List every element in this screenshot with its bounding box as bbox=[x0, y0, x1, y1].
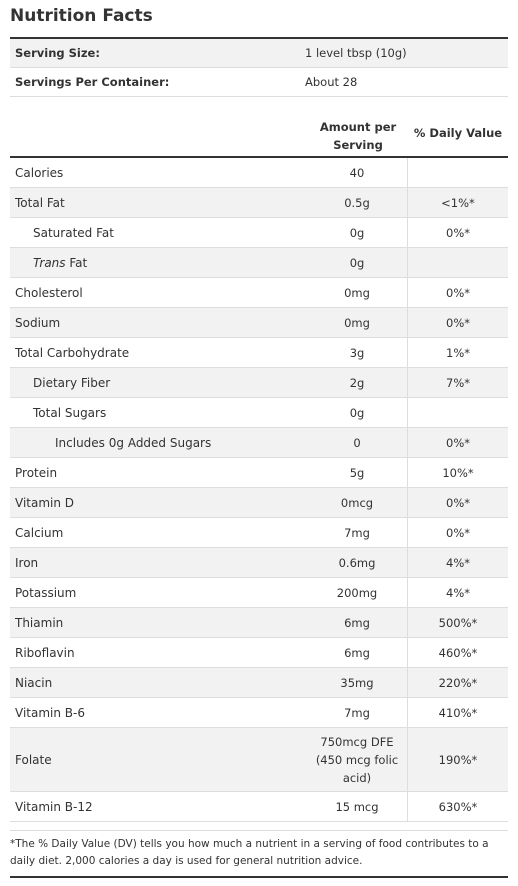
nutrient-amount: 35mg bbox=[307, 668, 408, 698]
servings-per-container-value: About 28 bbox=[305, 75, 358, 89]
table-row bbox=[10, 308, 508, 338]
serving-size-value: 1 level tbsp (10g) bbox=[305, 46, 407, 60]
nutrient-amount: 0mcg bbox=[307, 488, 408, 518]
nutrient-amount: 0g bbox=[307, 398, 408, 428]
table-row bbox=[10, 368, 508, 398]
daily-value-header: % Daily Value bbox=[413, 126, 503, 140]
nutrient-amount: 6mg bbox=[307, 638, 408, 668]
table-row bbox=[10, 218, 508, 248]
amount-per-serving-header bbox=[310, 118, 406, 154]
table-row bbox=[10, 458, 508, 488]
nutrient-amount: 0g bbox=[307, 248, 408, 278]
nutrient-amount: 0mg bbox=[307, 308, 408, 338]
nutrient-name: Niacin bbox=[10, 668, 307, 698]
nutrient-name: Total Fat bbox=[10, 188, 307, 218]
page-title: Nutrition Facts bbox=[10, 6, 153, 26]
nutrient-daily-value: 0%* bbox=[408, 488, 509, 518]
nutrient-daily-value: 4%* bbox=[408, 578, 509, 608]
table-row bbox=[10, 638, 508, 668]
nutrient-daily-value: 410%* bbox=[408, 698, 509, 728]
nutrient-name: Dietary Fiber bbox=[10, 368, 307, 398]
nutrient-amount: 0g bbox=[307, 218, 408, 248]
nutrient-daily-value: 0%* bbox=[408, 308, 509, 338]
nutrient-daily-value: 0%* bbox=[408, 278, 509, 308]
nutrient-amount: 2g bbox=[307, 368, 408, 398]
servings-per-container-label: Servings Per Container: bbox=[15, 75, 170, 89]
table-row bbox=[10, 248, 508, 278]
nutrient-amount: 0.6mg bbox=[307, 548, 408, 578]
table-row bbox=[10, 338, 508, 368]
nutrient-name: Calories bbox=[10, 158, 307, 188]
nutrient-daily-value bbox=[408, 248, 509, 278]
nutrient-name: Calcium bbox=[10, 518, 307, 548]
table-row bbox=[10, 398, 508, 428]
amount-header-line1: Amount per bbox=[319, 120, 397, 134]
nutrient-daily-value: 4%* bbox=[408, 548, 509, 578]
nutrient-name: Vitamin B-12 bbox=[10, 792, 307, 822]
table-row bbox=[10, 428, 508, 458]
nutrient-daily-value: 460%* bbox=[408, 638, 509, 668]
nutrient-amount: 7mg bbox=[307, 698, 408, 728]
nutrient-amount: 3g bbox=[307, 338, 408, 368]
serving-size-label: Serving Size: bbox=[15, 46, 100, 60]
table-row bbox=[10, 728, 508, 792]
nutrient-amount: 6mg bbox=[307, 608, 408, 638]
nutrient-daily-value bbox=[408, 398, 509, 428]
nutrient-amount: 200mg bbox=[307, 578, 408, 608]
table-row bbox=[10, 608, 508, 638]
nutrient-name: Folate bbox=[10, 728, 307, 792]
nutrient-name: Vitamin D bbox=[10, 488, 307, 518]
table-row bbox=[10, 518, 508, 548]
nutrient-name: Potassium bbox=[10, 578, 307, 608]
nutrient-name: Iron bbox=[10, 548, 307, 578]
nutrient-name: Includes 0g Added Sugars bbox=[10, 428, 307, 458]
nutrient-name: Total Sugars bbox=[10, 398, 307, 428]
nutrient-amount: 0 bbox=[307, 428, 408, 458]
table-row bbox=[10, 158, 508, 188]
table-row bbox=[10, 792, 508, 822]
nutrient-daily-value: 220%* bbox=[408, 668, 509, 698]
nutrient-name: Thiamin bbox=[10, 608, 307, 638]
nutrient-daily-value: 630%* bbox=[408, 792, 509, 822]
table-row bbox=[10, 578, 508, 608]
footnote: *The % Daily Value (DV) tells you how much a nutrient in a serving of food contributes to a daily diet. 2,000 calories a day is used for general nutrition advice. bbox=[10, 830, 508, 870]
table-row bbox=[10, 188, 508, 218]
nutrient-daily-value bbox=[408, 158, 509, 188]
table-row bbox=[10, 698, 508, 728]
nutrient-daily-value: 0%* bbox=[408, 218, 509, 248]
nutrient-name: Cholesterol bbox=[10, 278, 307, 308]
nutrient-name: Vitamin B-6 bbox=[10, 698, 307, 728]
nutrient-daily-value: 1%* bbox=[408, 338, 509, 368]
nutrient-daily-value: 190%* bbox=[408, 728, 509, 792]
nutrient-name: Trans Fat bbox=[10, 248, 307, 278]
servings-per-container-row bbox=[10, 68, 508, 97]
nutrient-amount: 7mg bbox=[307, 518, 408, 548]
serving-info bbox=[10, 37, 508, 97]
nutrient-daily-value: 7%* bbox=[408, 368, 509, 398]
nutrient-daily-value: 500%* bbox=[408, 608, 509, 638]
nutrient-table bbox=[10, 158, 508, 822]
nutrient-amount: 750mcg DFE (450 mcg folic acid) bbox=[307, 728, 408, 792]
nutrient-name: Total Carbohydrate bbox=[10, 338, 307, 368]
nutrient-daily-value: 10%* bbox=[408, 458, 509, 488]
nutrient-amount: 5g bbox=[307, 458, 408, 488]
nutrient-amount: 0mg bbox=[307, 278, 408, 308]
serving-size-row bbox=[10, 39, 508, 68]
nutrient-name: Protein bbox=[10, 458, 307, 488]
nutrient-daily-value: <1%* bbox=[408, 188, 509, 218]
nutrient-name: Sodium bbox=[10, 308, 307, 338]
table-row bbox=[10, 278, 508, 308]
bottom-divider bbox=[10, 876, 508, 878]
nutrient-name: Saturated Fat bbox=[10, 218, 307, 248]
table-header bbox=[10, 110, 508, 158]
nutrient-daily-value: 0%* bbox=[408, 428, 509, 458]
amount-header-line2: Serving bbox=[333, 138, 383, 152]
table-row bbox=[10, 488, 508, 518]
table-row bbox=[10, 668, 508, 698]
nutrient-amount: 0.5g bbox=[307, 188, 408, 218]
nutrient-amount: 15 mcg bbox=[307, 792, 408, 822]
nutrient-name: Riboflavin bbox=[10, 638, 307, 668]
table-row bbox=[10, 548, 508, 578]
nutrient-amount: 40 bbox=[307, 158, 408, 188]
nutrient-daily-value: 0%* bbox=[408, 518, 509, 548]
